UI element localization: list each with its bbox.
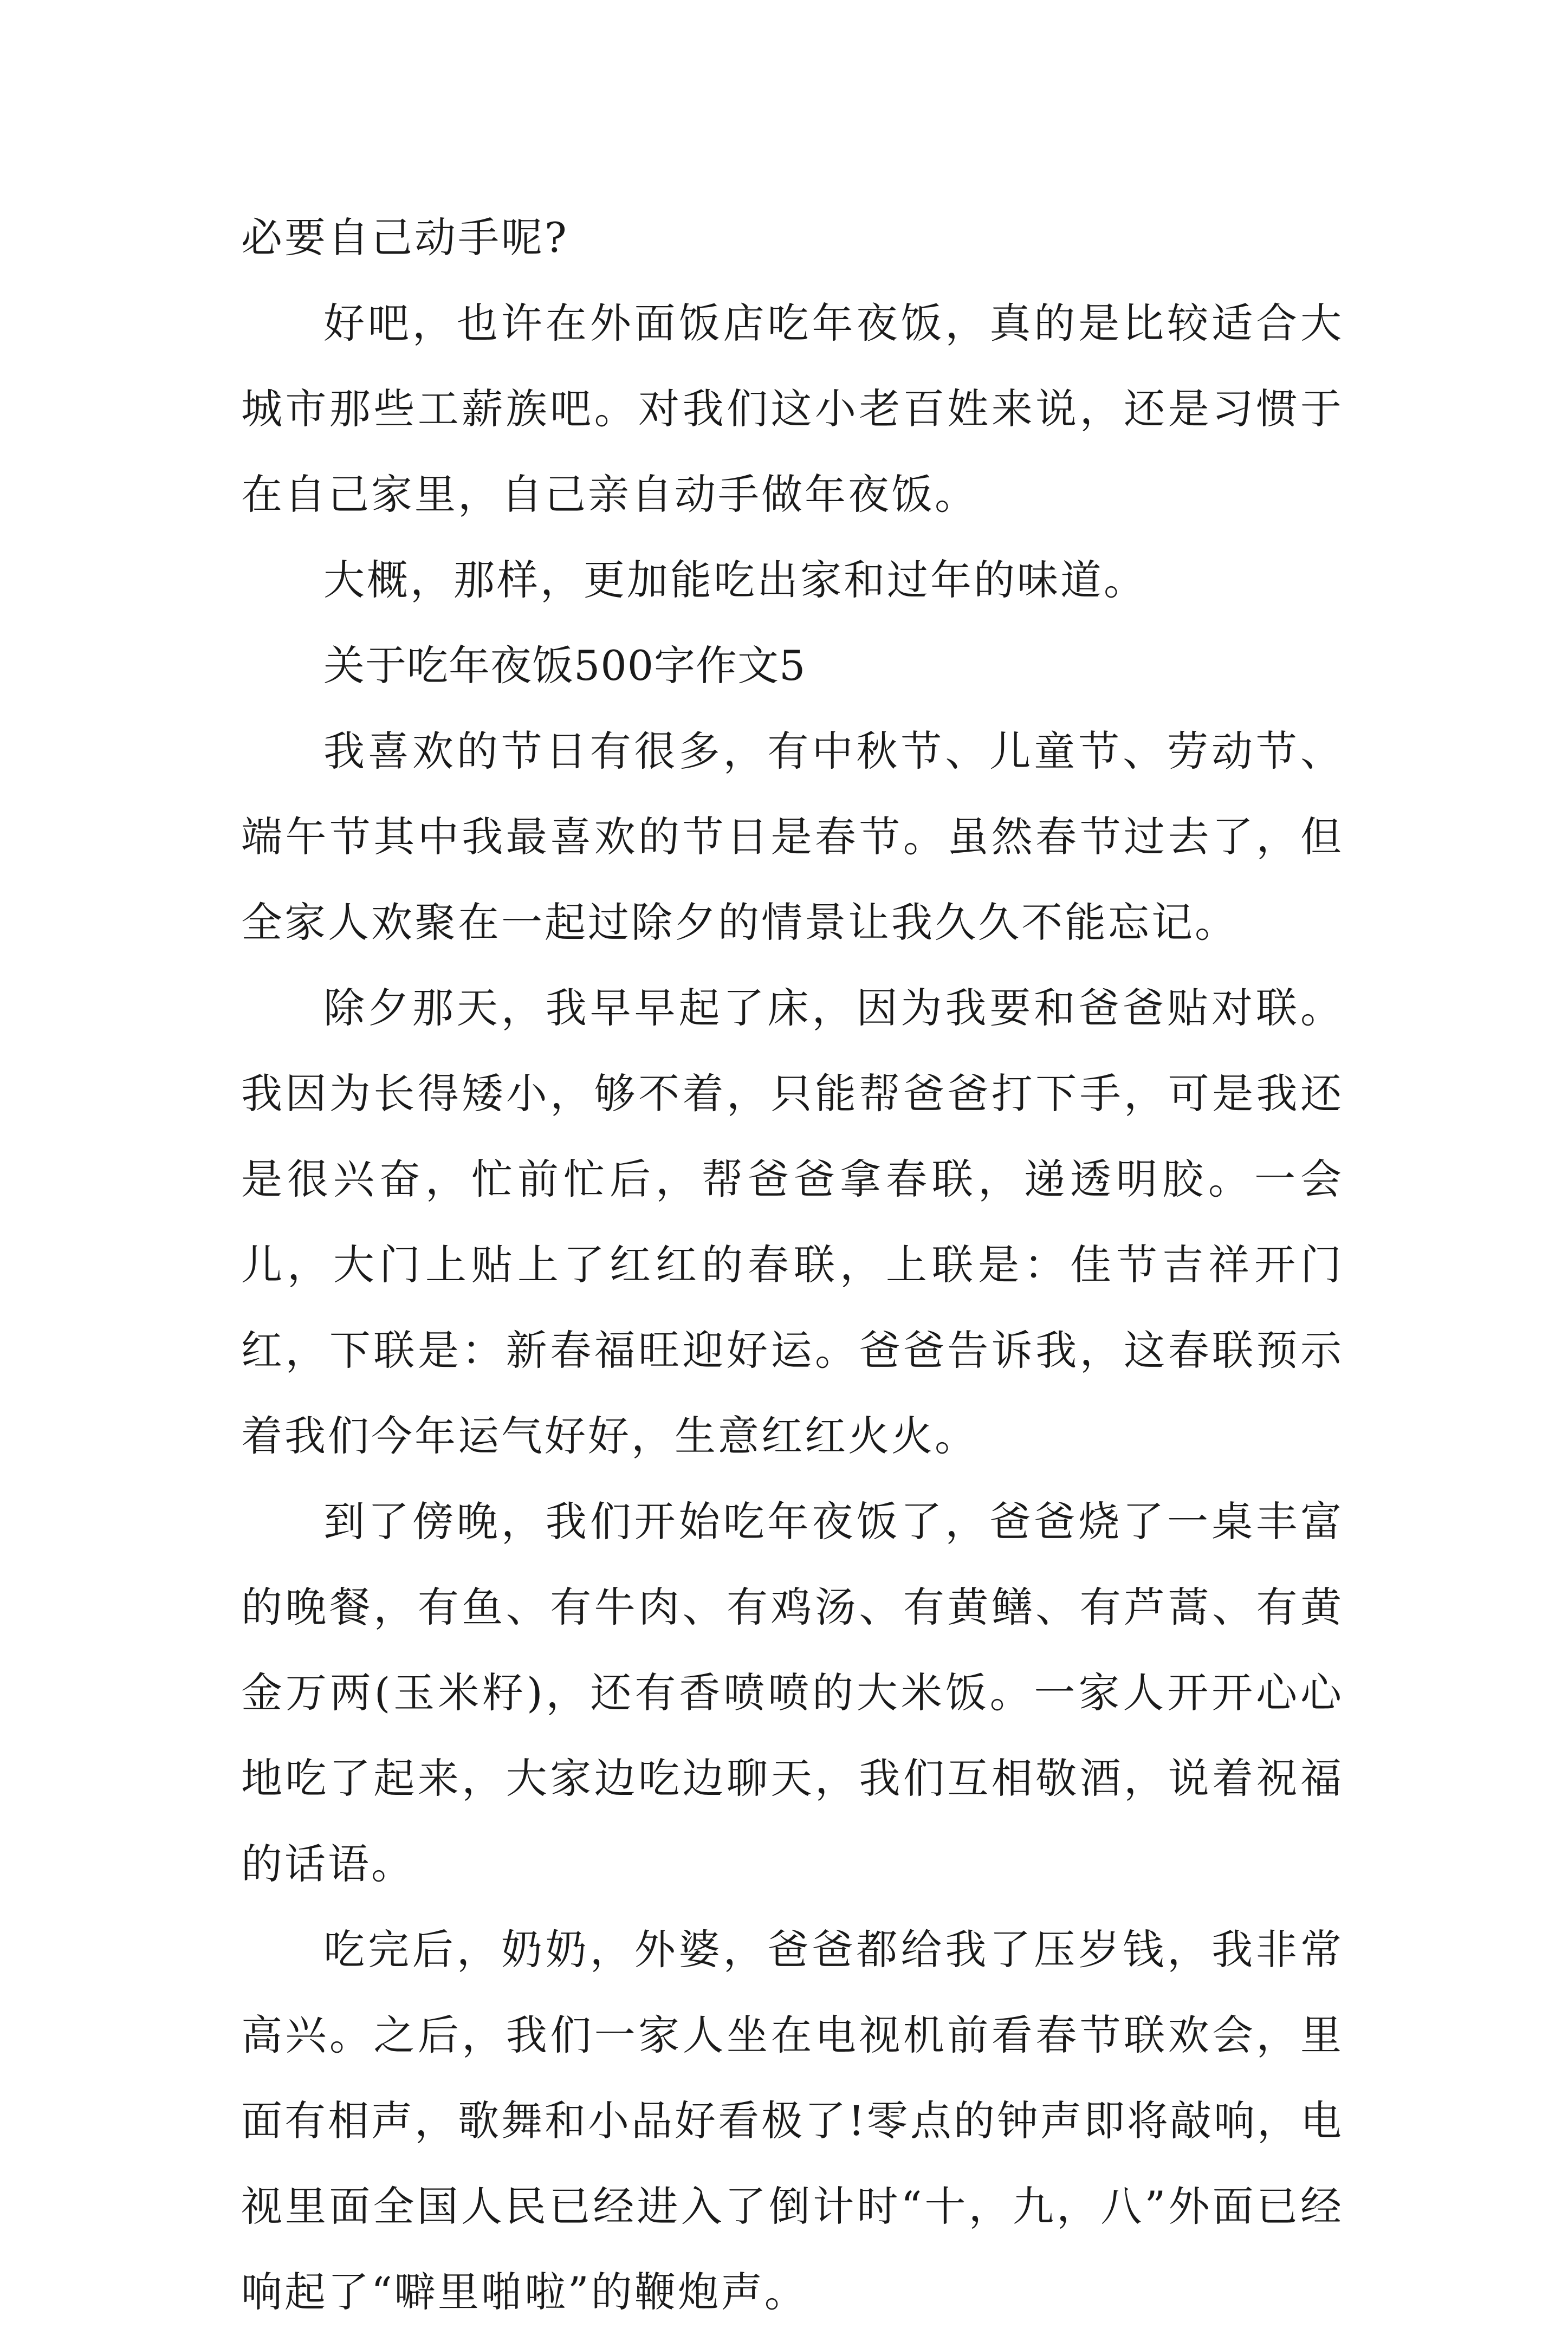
section-heading: 关于吃年夜饭500字作文5 (323, 641, 806, 690)
paragraph-continuation: 必要自己动手呢? (241, 213, 569, 262)
paragraph: 到了傍晚，我们开始吃年夜饭了，爸爸烧了一桌丰富的晚餐，有鱼、有牛肉、有鸡汤、有黄鳝、有芦蒿、有黄金万两(玉米籽)，还有香喷喷的大米饭。一家人开开心心地吃了起来，大家边吃边聊天，我们互相敬酒，说着祝福的话语。 (241, 1497, 1344, 1888)
paragraph: 我喜欢的节日有很多，有中秋节、儿童节、劳动节、端午节其中我最喜欢的节日是春节。虽然春节过去了，但全家人欢聚在一起过除夕的情景让我久久不能忘记。 (241, 727, 1344, 946)
paragraph: 大概，那样，更加能吃出家和过年的味道。 (323, 556, 1147, 604)
document-body (241, 195, 1344, 2335)
paragraph: 吃完后，奶奶，外婆，爸爸都给我了压岁钱，我非常高兴。之后，我们一家人坐在电视机前看春节联欢会，里面有相声，歌舞和小品好看极了!零点的钟声即将敲响，电视里面全国人民已经进入了倒计时“十，九，八”外面已经响起了“噼里啪啦”的鞭炮声。 (241, 1925, 1344, 2316)
paragraph: 好吧，也许在外面饭店吃年夜饭，真的是比较适合大城市那些工薪族吧。对我们这小老百姓来说，还是习惯于在自己家里，自己亲自动手做年夜饭。 (241, 299, 1344, 518)
paragraph: 除夕那天，我早早起了床，因为我要和爸爸贴对联。我因为长得矮小，够不着，只能帮爸爸打下手，可是我还是很兴奋，忙前忙后，帮爸爸拿春联，递透明胶。一会儿，大门上贴上了红红的春联，上联是：佳节吉祥开门红，下联是：新春福旺迎好运。爸爸告诉我，这春联预示着我们今年运气好好，生意红红火火。 (241, 984, 1344, 1460)
